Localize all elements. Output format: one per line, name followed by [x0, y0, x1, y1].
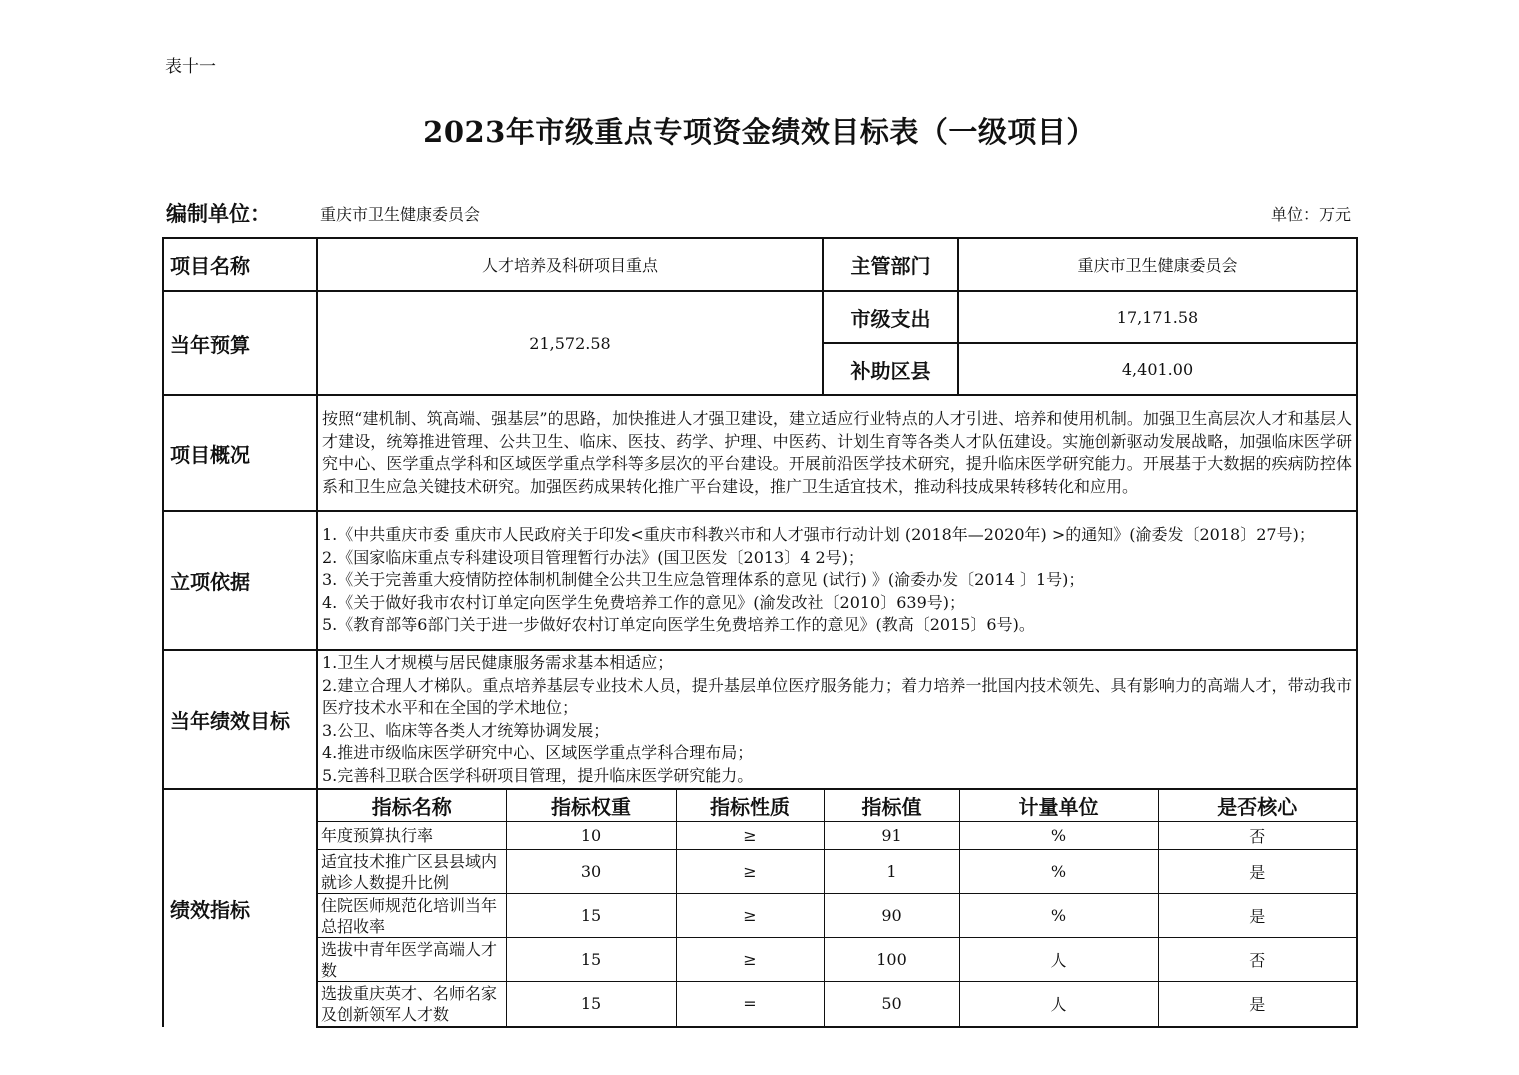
indicator-core: 否: [1158, 938, 1356, 982]
table-row: [318, 894, 1356, 938]
goal-item: 5.完善科卫联合医学科研项目管理，提升临床医学研究能力。: [322, 765, 754, 785]
indicator-weight: 15: [506, 894, 676, 938]
budget-value: 21,572.58: [317, 291, 823, 395]
indicator-core: 是: [1158, 850, 1356, 894]
indicator-value: 91: [824, 822, 959, 850]
col-header-weight: 指标权重: [506, 790, 676, 822]
col-header-core: 是否核心: [1158, 790, 1356, 822]
basis-item: 5.《教育部等6部门关于进一步做好农村订单定向医学生免费培养工作的意见》(教高〔2015〕6号)。: [322, 615, 1035, 635]
dept-value: 重庆市卫生健康委员会: [958, 238, 1357, 291]
indicators-cell: [317, 789, 1357, 1027]
page-title: 2023年市级重点专项资金绩效目标表（一级项目）: [423, 115, 1096, 149]
indicators-table: [318, 790, 1356, 1026]
indicator-unit: %: [959, 850, 1158, 894]
basis-label: 立项依据: [163, 511, 317, 650]
indicator-nature: ≥: [676, 850, 824, 894]
indicator-nature: ≥: [676, 822, 824, 850]
indicator-weight: 10: [506, 822, 676, 850]
indicator-nature: ≥: [676, 894, 824, 938]
indicator-core: 否: [1158, 822, 1356, 850]
table-row: [318, 982, 1356, 1026]
indicator-weight: 15: [506, 938, 676, 982]
indicator-value: 100: [824, 938, 959, 982]
indicator-unit: %: [959, 822, 1158, 850]
basis-item: 3.《关于完善重大疫情防控体制机制健全公共卫生应急管理体系的意见 (试行) 》(渝委办发〔2014 〕1号)；: [322, 570, 1085, 590]
indicator-nature: ≥: [676, 938, 824, 982]
indicator-weight: 30: [506, 850, 676, 894]
col-header-unit: 计量单位: [959, 790, 1158, 822]
city-expense-value: 17,171.58: [958, 291, 1357, 343]
page-label: 表十一: [165, 57, 216, 77]
goals-label: 当年绩效目标: [163, 650, 317, 789]
basis-item: 2.《国家临床重点专科建设项目管理暂行办法》(国卫医发〔2013〕4 2号)；: [322, 547, 864, 567]
goal-item: 2.建立合理人才梯队。重点培养基层专业技术人员，提升基层单位医疗服务能力；着力培养一批国内技术领先、具有影响力的高端人才，带动我市医疗技术水平和在全国的学术地位；: [322, 675, 1352, 717]
indicator-unit: %: [959, 894, 1158, 938]
col-header-nature: 指标性质: [676, 790, 824, 822]
indicator-core: 是: [1158, 894, 1356, 938]
district-subsidy-value: 4,401.00: [958, 343, 1357, 395]
indicator-value: 90: [824, 894, 959, 938]
org-value: 重庆市卫生健康委员会: [320, 205, 481, 224]
indicator-name: 适宜技术推广区县县域内就诊人数提升比例: [318, 850, 506, 894]
indicator-name: 选拔重庆英才、名师名家及创新领军人才数: [318, 982, 506, 1026]
goal-item: 3.公卫、临床等各类人才统筹协调发展；: [322, 720, 610, 740]
dept-label: 主管部门: [823, 238, 958, 291]
indicators-label: 绩效指标: [163, 789, 317, 1027]
indicator-value: 1: [824, 850, 959, 894]
budget-label: 当年预算: [163, 291, 317, 395]
basis-list: [317, 511, 1357, 650]
basis-item: 1.《中共重庆市委 重庆市人民政府关于印发<重庆市科教兴市和人才强市行动计划 (2018年—2020年) >的通知》(渝委发〔2018〕27号)；: [322, 525, 1315, 545]
goals-list: [317, 650, 1357, 789]
city-expense-label: 市级支出: [823, 291, 958, 343]
table-row: [318, 822, 1356, 850]
indicator-name: 年度预算执行率: [318, 822, 506, 850]
performance-table: [162, 237, 1358, 1028]
goal-item: 1.卫生人才规模与居民健康服务需求基本相适应；: [322, 653, 674, 672]
indicator-name: 住院医师规范化培训当年总招收率: [318, 894, 506, 938]
district-subsidy-label: 补助区县: [823, 343, 958, 395]
overview-label: 项目概况: [163, 395, 317, 511]
indicator-unit: 人: [959, 938, 1158, 982]
indicator-nature: =: [676, 982, 824, 1026]
overview-text: 按照“建机制、筑高端、强基层”的思路，加快推进人才强卫建设，建立适应行业特点的人才引进、培养和使用机制。加强卫生高层次人才和基层人才建设，统筹推进管理、公共卫生、临床、医技、药学、护理、中医药、计划生育等各类人才队伍建设。实施创新驱动发展战略，加强临床医学研究中心、医学重点学科和区域医学重点学科等多层次的平台建设。开展前沿医学技术研究，提升临床医学研究能力。开展基于大数据的疾病防控体系和卫生应急关键技术研究。加强医药成果转化推广平台建设，推广卫生适宜技术，推动科技成果转移转化和应用。: [317, 395, 1357, 511]
indicator-name: 选拔中青年医学高端人才数: [318, 938, 506, 982]
table-row: [318, 938, 1356, 982]
table-row: [318, 850, 1356, 894]
indicator-unit: 人: [959, 982, 1158, 1026]
indicator-core: 是: [1158, 982, 1356, 1026]
indicator-value: 50: [824, 982, 959, 1026]
project-name-label: 项目名称: [163, 238, 317, 291]
unit-label: 单位：万元: [1270, 205, 1351, 224]
org-label: 编制单位：: [166, 201, 271, 226]
basis-item: 4.《关于做好我市农村订单定向医学生免费培养工作的意见》(渝发改社〔2010〕639号)；: [322, 592, 966, 612]
col-header-name: 指标名称: [318, 790, 506, 822]
project-name-value: 人才培养及科研项目重点: [317, 238, 823, 291]
col-header-value: 指标值: [824, 790, 959, 822]
goal-item: 4.推进市级临床医学研究中心、区域医学重点学科合理布局；: [322, 743, 754, 762]
indicator-weight: 15: [506, 982, 676, 1026]
